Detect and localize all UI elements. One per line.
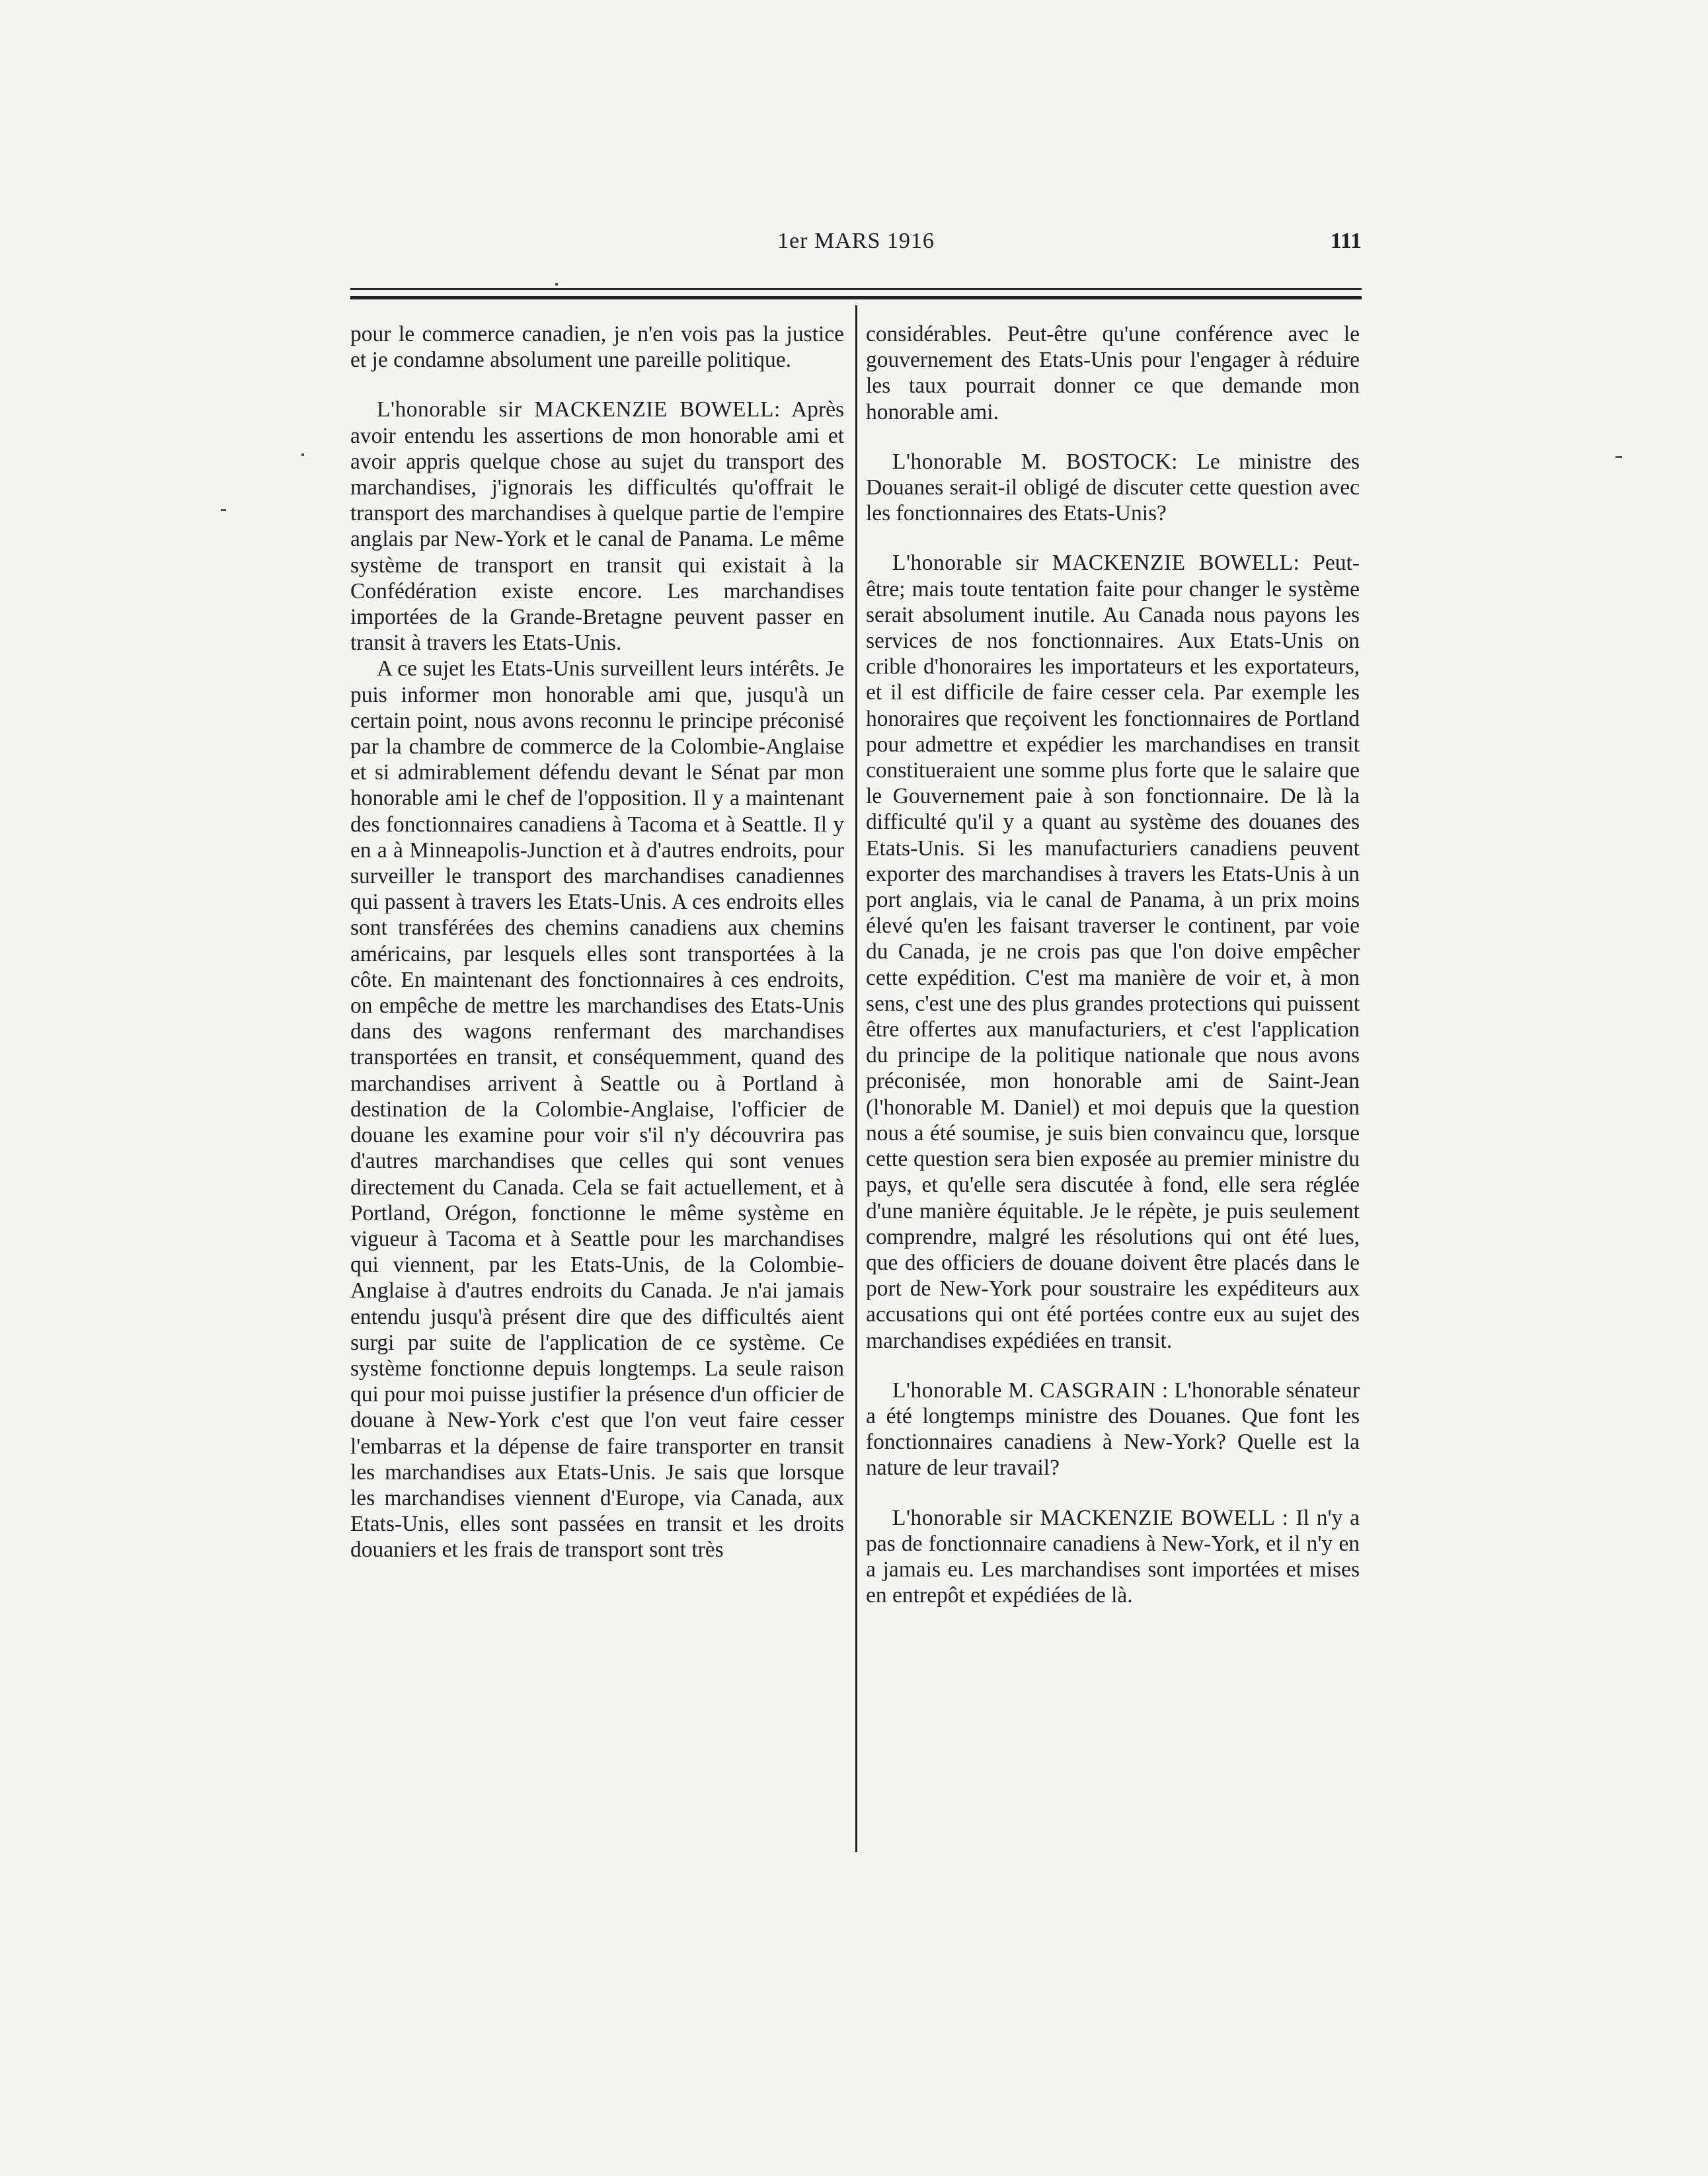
speech-paragraph bbox=[350, 397, 844, 656]
scan-speck bbox=[301, 453, 304, 456]
scan-speck bbox=[221, 509, 226, 511]
header-rule-thick bbox=[350, 296, 1362, 299]
column-divider bbox=[855, 305, 857, 1852]
paragraph bbox=[350, 321, 844, 373]
speaker-name: L'honorable sir MACKENZIE BOWELL : bbox=[892, 1505, 1289, 1530]
speaker-name: L'honorable M. CASGRAIN : bbox=[892, 1378, 1169, 1403]
paragraph-text: A ce sujet les Etats-Unis surveillent leurs intérêts. Je puis informer mon honorable ami que, jusqu'à un certain point, nous avons reconnu le principe préconisé par la chambre de commerce de la Colombie-Anglaise et si admirablement défendu devant le Sénat par mon honorable ami le chef de l'opposition. Il y a maintenant des fonctionnaires canadiens à Tacoma et à Seattle. Il y en a à Minneapolis-Junction et à d'autres endroits, pour surveiller le transport des marchandises canadiennes qui passent à travers les Etats-Unis. A ces endroits elles sont transférées des chemins canadiens aux chemins américains, par lesquels elles sont transportées à la côte. En maintenant des fonctionnaires à ces endroits, on empêche de mettre les marchandises des Etats-Unis dans des wagons renfermant des marchandises transportées en transit, et conséquemment, quand des marchandises arrivent à Seattle ou à Portland à destination de la Colombie-Anglaise, l'officier de douane les examine pour voir s'il n'y découvrira pas d'autres marchandises que celles qui sont venues directement du Canada. Cela se fait actuellement, et à Portland, Orégon, fonctionne le même système en vigueur à Tacoma et à Seattle pour les marchandises qui viennent, par les Etats-Unis, de la Colombie-Anglaise à d'autres endroits du Canada. Je n'ai jamais entendu jusqu'à présent dire que des difficultés aient surgi par suite de l'application de ce système. Ce système fonctionne depuis longtemps. La seule raison qui pour moi puisse justifier la présence d'un officier de douane à New-York c'est que l'on veut faire cesser l'embarras et la dépense de faire transporter en transit les marchandises aux Etats-Unis. Je sais que lorsque les marchandises viennent d'Europe, via Canada, aux Etats-Unis, elles sont passées en transit et les droits douaniers et les frais de transport sont très bbox=[350, 656, 844, 1563]
paragraph-text: L'honorable sénateur a été longtemps ministre des Douanes. Que font les fonctionnaires canadiens à New-York? Quelle est la nature de leur travail? bbox=[866, 1378, 1360, 1481]
header-rule-thin bbox=[350, 288, 1362, 290]
speech-paragraph bbox=[866, 449, 1360, 527]
paragraph-text: Il n'y a pas de fonctionnaire canadiens à New-York, et il n'y en a jamais eu. Les marchandises sont importées et mises en entrepôt et expédiées de là. bbox=[866, 1505, 1360, 1608]
paragraph bbox=[350, 656, 844, 1563]
speaker-name: L'honorable M. BOSTOCK: bbox=[892, 449, 1178, 474]
scan-speck bbox=[555, 283, 558, 286]
paragraph-text: Peut-être; mais toute tentation faite pour changer le système serait absolument inutile. Au Canada nous payons les services de nos fonctionnaires. Aux Etats-Unis on crible d'honoraires les importateurs et les exportateurs, et il est difficile de faire cesser cela. Par exemple les honoraires que reçoivent les fonctionnaires de Portland pour admettre et expédier les marchandises en transit constitueraient une somme plus forte que le salaire que le Gouvernement paie à son fonctionnaire. De là la difficulté qu'il y a quant au système des douanes des Etats-Unis. Si les manufacturiers canadiens peuvent exporter des marchandises à travers les Etats-Unis à un port anglais, via le canal de Panama, à un prix moins élevé qu'en les faisant traverser le continent, par voie du Canada, je ne crois pas que l'on doive empêcher cette expédition. C'est ma manière de voir et, à mon sens, c'est une des plus grandes protections qui puissent être offertes aux manufacturiers, et c'est l'application du principe de la politique nationale que nous avons préconisée, mon honorable ami de Saint-Jean (l'honorable M. Daniel) et moi depuis que la question nous a été soumise, je suis bien convaincu que, lorsque cette question sera bien exposée au premier ministre du pays, et qu'elle sera discutée à fond, elle sera réglée d'une manière équitable. Je le répète, je puis seulement comprendre, malgré les résolutions qui ont été lues, que des officiers de douane doivent être placés dans le port de New-York pour soustraire les expéditeurs aux accusations qui ont été portées contre eux au sujet des marchandises expédiées en transit. bbox=[866, 551, 1360, 1353]
paragraph-text: considérables. Peut-être qu'une conférence avec le gouvernement des Etats-Unis pour l'engager à réduire les taux pourrait donner ce que demande mon honorable ami. bbox=[866, 322, 1360, 424]
paragraph-text: Après avoir entendu les assertions de mon honorable ami et avoir appris quelque chose au sujet du transport des marchandises, j'ignorais les difficultés qu'offrait le transport des marchandises à quelque partie de l'empire anglais par New-York et le canal de Panama. Le même système de transport en transit qui existait à la Confédération existe encore. Les marchandises importées de la Grande-Bretagne peuvent passer en transit à travers les Etats-Unis. bbox=[350, 397, 844, 656]
header-date: 1er MARS 1916 bbox=[777, 229, 935, 253]
paragraph-text: Le ministre des Douanes serait-il obligé de discuter cette question avec les fonctionnaires des Etats-Unis? bbox=[866, 449, 1360, 526]
speaker-name: L'honorable sir MACKENZIE BOWELL: bbox=[377, 397, 781, 422]
speech-paragraph bbox=[866, 1378, 1360, 1481]
page-number: 111 bbox=[1330, 229, 1362, 253]
paragraph-text: pour le commerce canadien, je n'en vois pas la justice et je condamne absolument une pareille politique. bbox=[350, 322, 844, 373]
speech-paragraph bbox=[866, 550, 1360, 1353]
speaker-name: L'honorable sir MACKENZIE BOWELL: bbox=[892, 551, 1300, 576]
paragraph bbox=[866, 321, 1360, 425]
right-column bbox=[866, 321, 1360, 1608]
speech-paragraph bbox=[866, 1505, 1360, 1609]
running-header bbox=[350, 229, 1362, 262]
left-column bbox=[350, 321, 844, 1563]
scan-speck bbox=[1615, 456, 1622, 458]
